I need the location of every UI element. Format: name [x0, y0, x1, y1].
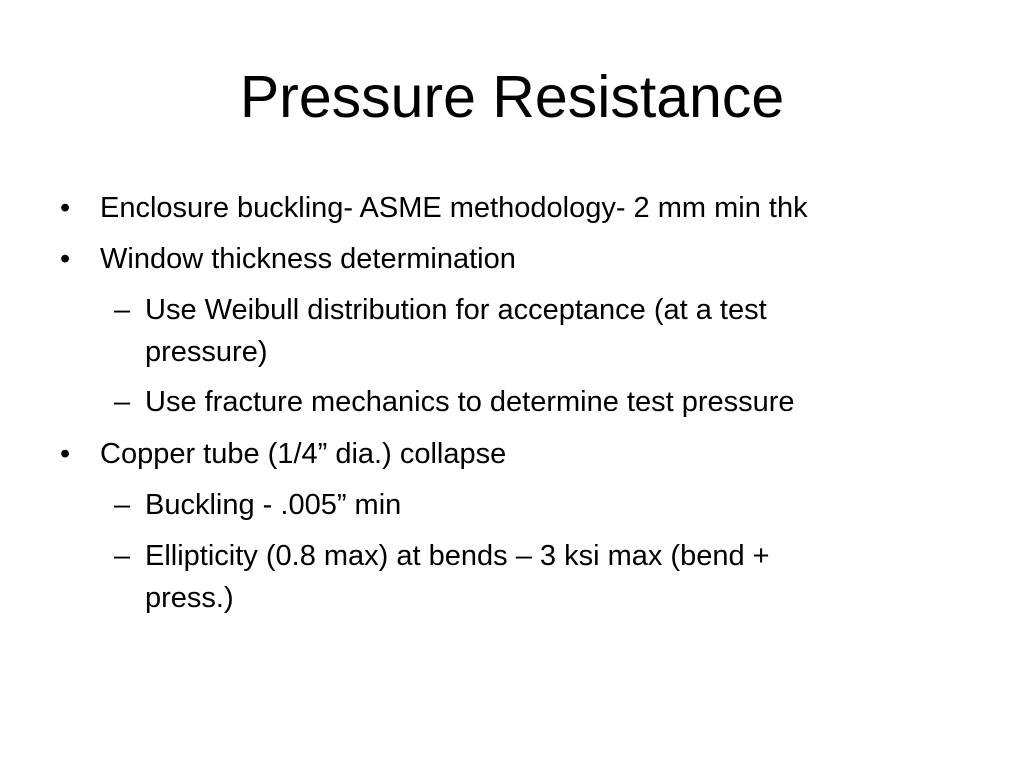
slide-title: Pressure Resistance: [239, 64, 785, 130]
sub-bullet-text: Ellipticity (0.8 max) at bends – 3 ksi max (bend +: [145, 540, 770, 572]
sub-bullet-text: Use Weibull distribution for acceptance (at a test: [145, 294, 767, 326]
sub-bullet-marker: –: [114, 540, 131, 572]
sub-bullet-text: Buckling - .005” min: [145, 489, 402, 521]
sub-bullet-text-continued: pressure): [145, 336, 268, 368]
sub-bullet-text: Use fracture mechanics to determine test pressure: [145, 386, 795, 418]
bullet-text: Copper tube (1/4” dia.) collapse: [100, 438, 507, 470]
sub-bullet-marker: –: [114, 489, 131, 521]
bullet-text: Window thickness determination: [100, 243, 516, 275]
bullet-marker: •: [60, 243, 71, 275]
sub-bullet-text-continued: press.): [145, 582, 234, 614]
bullet-marker: •: [60, 192, 71, 224]
bullet-text: Enclosure buckling- ASME methodology- 2 mm min thk: [100, 192, 808, 224]
bullet-marker: •: [60, 438, 71, 470]
sub-bullet-marker: –: [114, 294, 131, 326]
sub-bullet-marker: –: [114, 386, 131, 418]
